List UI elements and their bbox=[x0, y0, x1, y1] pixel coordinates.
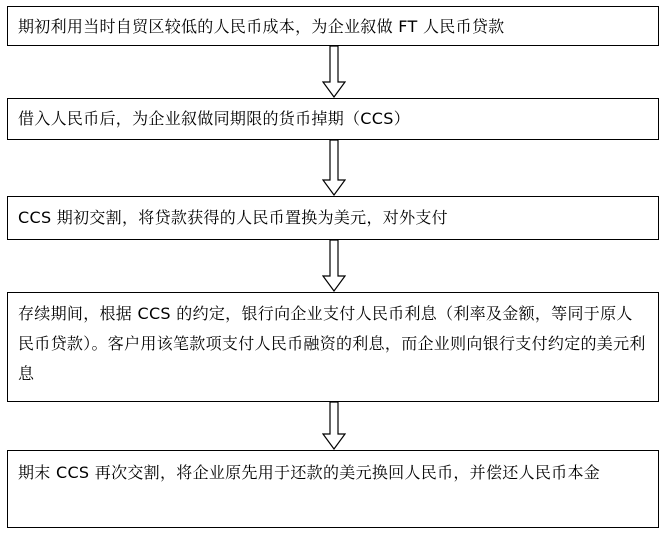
arrow-down-icon bbox=[322, 240, 346, 292]
arrow-down-icon bbox=[322, 140, 346, 196]
step-5-text: 期末 CCS 再次交割，将企业原先用于还款的美元换回人民币，并偿还人民币本金 bbox=[18, 463, 601, 482]
step-1-box bbox=[7, 6, 659, 46]
step-2-box bbox=[7, 98, 659, 140]
arrow-down-icon bbox=[322, 46, 346, 98]
step-3-box bbox=[7, 196, 659, 240]
arrow-down-icon bbox=[322, 402, 346, 450]
step-5-box bbox=[7, 450, 659, 528]
step-3-text: CCS 期初交割，将贷款获得的人民币置换为美元，对外支付 bbox=[18, 208, 448, 227]
step-1-text: 期初利用当时自贸区较低的人民币成本，为企业叙做 FT 人民币贷款 bbox=[18, 17, 505, 36]
step-2-text: 借入人民币后，为企业叙做同期限的货币掉期（CCS） bbox=[18, 109, 411, 128]
step-4-box bbox=[7, 292, 659, 402]
step-4-text: 存续期间，根据 CCS 的约定，银行向企业支付人民币利息（利率及金额，等同于原人民币贷款）。客户用该笔款项支付人民币融资的利息，而企业则向银行支付约定的美元利息 bbox=[18, 304, 646, 383]
